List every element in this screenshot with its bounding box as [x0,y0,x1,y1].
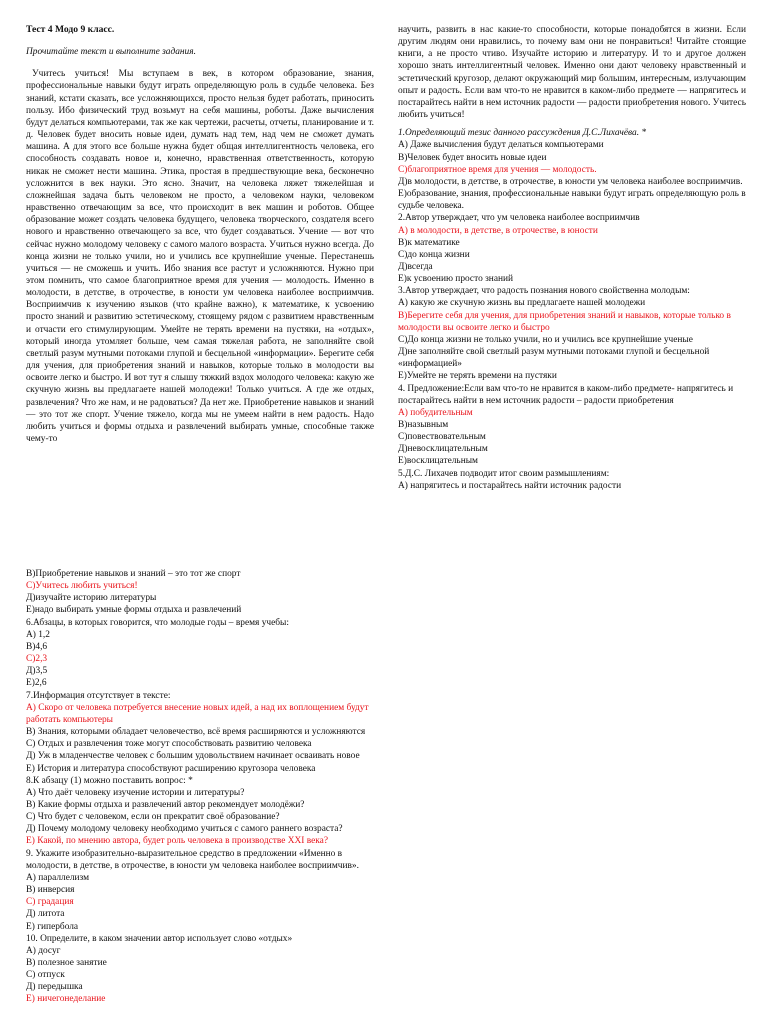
answer-option: Д) Почему молодому человеку необходимо учиться с самого раннего возраста? [26,824,343,835]
answer-option: В) Знания, которыми обладает человечество, всё время расширяются и усложняются [26,727,366,738]
correct-answer-option: А) в молодости, в детстве, в отрочестве, в юности [398,225,598,236]
answer-option: В)4,6 [26,641,48,652]
answer-option: Е)образование, знания, профессиональные навыки будут играть определяющую роль в судьбе человека. [398,189,746,212]
answer-option: Е)восклицательным [398,456,478,467]
test-title: Тест 4 Модо 9 класс. [26,24,115,35]
correct-answer-option: В)Берегите себя для учения, для приобретения знаний и навыков, которые только в молодости вы освоите легко и быстро [398,310,731,333]
answer-option: С)повествовательным [398,432,486,443]
answer-option: А) 1,2 [26,629,50,640]
answer-option: Е)к усвоению просто знаний [398,274,514,285]
answer-option: Д) литота [26,909,65,920]
passage-continuation: научить, развить в нас какие-то способности, которые понадобятся в жизни. Если другим людям они нравились, то почему вам они не понравиться! Читайте стоящие книги, а не просто чтиво. Изучайте историю и литературу. И то и другое должен хорошо знать интеллигентный человек. Именно они дают человеку нравственный и эстетический кругозор, делают окружающий мир большим, интересным, излучающим опыт и радость. Если вам что-то не нравится в каком-либо предмете — напрягитесь и постарайтесь найти в нем источник радости — радости приобретения нового. Учитесь любить учиться! [398,25,746,121]
answer-option: Д) Уж в младенчестве человек с большим удовольствием начинает осваивать новое [26,751,360,762]
left-column [26,24,374,445]
answer-option: Д)не заполняйте свой светлый разум мутными потоками глупой и бесцельной «информацией» [398,347,710,370]
question-text: 2.Автор утверждает, что ум человека наиболее восприимчив [398,213,640,224]
question-text: 10. Определите, в каком значении автор использует слово «отдых» [26,933,293,944]
correct-answer-option: С)Учитесь любить учиться! [26,581,138,592]
answer-option: Д) передышка [26,982,83,993]
question-text: 4. Предложение:Если вам что-то не нравится в каком-либо предмете- напрягитесь и постарайтесь найти в нем источник радости – радости приобретения [398,383,734,406]
answer-option: В) полезное занятие [26,958,107,968]
answer-option: Е)Умейте не терять времени на пустяки [398,371,557,382]
correct-answer-option: А) Скоро от человека потребуется внесение новых идей, а над их воплощением будут работать компьютеры [26,702,369,725]
question-text: 8.К абзацу (1) можно поставить вопрос: * [26,775,193,786]
correct-answer-option: С) градация [26,897,74,908]
answer-option: Е) История и литература способствуют расширению кругозора человека [26,763,316,774]
answer-option: Е)2,6 [26,678,47,689]
answer-option: Д)изучайте историю литературы [26,593,157,604]
answer-option: А) Даже вычисления будут делаться компьютерами [398,140,604,151]
answer-option: Е)надо выбирать умные формы отдыха и развлечений [26,605,242,616]
question-text: 9. Укажите изобразительно-выразительное средство в предложении «Именно в молодости, в детстве, в отрочестве, в юности ум человека наиболее восприимчив». [26,848,359,871]
answer-option: А) напрягитесь и постарайтесь найти источник радости [398,480,622,491]
answer-option: А) досуг [26,945,61,956]
answer-option: А) параллелизм [26,872,90,883]
answer-option: В) инверсия [26,885,75,896]
passage-text: Учитесь учиться! Мы вступаем в век, в котором образование, знания, профессиональные навыки будут играть определяющую роль в судьбе человека. Без знаний, кстати сказать, все усложняющихся, просто нельзя будет работать, приносить пользу. Ибо физический труд возьмут на себя машины, роботы. Даже вычисления будут делаться компьютерами, так же как чертежи, расчеты, отчеты, планирование и т. д. Человек будет вносить новые идеи, думать над тем, над чем не сможет думать машина. А для этого все больше нужна будет общая интеллигентность человека, его способность создавать новое и, конечно, нравственная ответственность, которую никак не сможет нести машина. Этика, простая в предшествующие века, бесконечно усложнится в век науки. Это ясно. Значит, на человека ляжет тяжелейшая и сложнейшая задача быть человеком не просто, а человеком науки, человеком нравственно отвечающим за все, что происходит в век машин и роботов. Общее образование может создать человека будущего, человека творческого, создателя всего нового и нравственно отвечающего за все, что будет создаваться. Учение — вот что сейчас нужно молодому человеку с самого малого возраста. Учиться нужно всегда. До конца жизни не только учили, но и учились все крупнейшие ученые. Перестанешь учиться — не сможешь и учить. Ибо знания все растут и усложняются. Нужно при этом помнить, что самое благоприятное время для учения — молодость. Именно в молодости, в детстве, в отрочестве, в юности ум человека наиболее восприимчив. Восприимчив к изучению языков (что крайне важно), к математике, к усвоению просто знаний и развитию эстетическому, стоящему рядом с развитием нравственным и отчасти его стимулирующим. Умейте не терять времени на пустяки, на «отдых», который иногда утомляет больше, чем самая тяжелая работа, не заполняйте свой светлый разум мутными потоками глупой и бесцельной «информации». Берегите себя для учения, для приобретения знаний и навыков, которые только в молодости вы освоите легко и быстро. И вот тут я слышу тяжкий вздох молодого человека: какую же скучную жизнь вы предлагаете нашей молодежи! Только учиться. А где же отдых, развлечения? Что же нам, и не радоваться? Да нет же. Приобретение навыков и знаний — это тот же спорт. Учение тяжело, когда мы не умеем найти в нем радость. Надо любить учиться и формы отдыха и развлечений выбирать умные, способные также чему-то [26,69,374,444]
answer-option: С) Отдых и развлечения тоже могут способствовать развитию человека [26,739,312,750]
answer-option: С)До конца жизни не только учили, но и учились все крупнейшие ученые [398,334,693,345]
instruction-text: Прочитайте текст и выполните задания. [26,47,196,58]
questions-5-10 [26,568,374,1006]
answer-option: С)до конца жизни [398,249,470,260]
question-text: 7.Информация отсутствует в тексте: [26,690,171,701]
answer-option: В)Человек будет вносить новые идеи [398,152,547,163]
answer-option: В)назывным [398,420,449,430]
answer-option: В) Какие формы отдыха и развлечений автор рекомендует молодёжи? [26,799,305,810]
correct-answer-option: С)благоприятное время для учения — молодость. [398,164,597,175]
answer-option: А) какую же скучную жизнь вы предлагаете нашей молодежи [398,298,646,309]
correct-answer-option: А) побудительным [398,407,473,418]
answer-option: В)к математике [398,237,460,248]
answer-option: Д)в молодости, в детстве, в отрочестве, в юности ум человека наиболее восприимчив. [398,176,743,187]
answer-option: Д)всегда [398,261,433,272]
question-text: 3.Автор утверждает, что радость познания нового свойственна молодым: [398,286,690,297]
question-text: 5.Д.С. Лихачев подводит итог своим размышлениям: [398,468,610,479]
question-text: 6.Абзацы, в которых говорится, что молодые годы – время учебы: [26,617,289,628]
correct-answer-option: Е) Какой, по мнению автора, будет роль человека в производстве XXI века? [26,836,329,847]
answer-option: Е) гипербола [26,921,79,932]
correct-answer-option: С)2,3 [26,654,48,665]
answer-option: С) отпуск [26,970,65,981]
bottom-column [26,568,374,1006]
answer-option: А) Что даёт человеку изучение истории и литературы? [26,787,245,798]
answer-option: В)Приобретение навыков и знаний – это тот же спорт [26,569,241,579]
answer-option: Д)3,5 [26,666,48,677]
question-text: 1.Определяющий тезис данного рассуждения Д.С.Лихачёва. * [398,128,647,139]
answer-option: С) Что будет с человеком, если он прекратит своё образование? [26,812,280,823]
right-column [398,24,746,492]
questions-1-5 [398,127,746,492]
correct-answer-option: Е) ничегонеделание [26,994,106,1005]
answer-option: Д)невосклицательным [398,444,488,455]
